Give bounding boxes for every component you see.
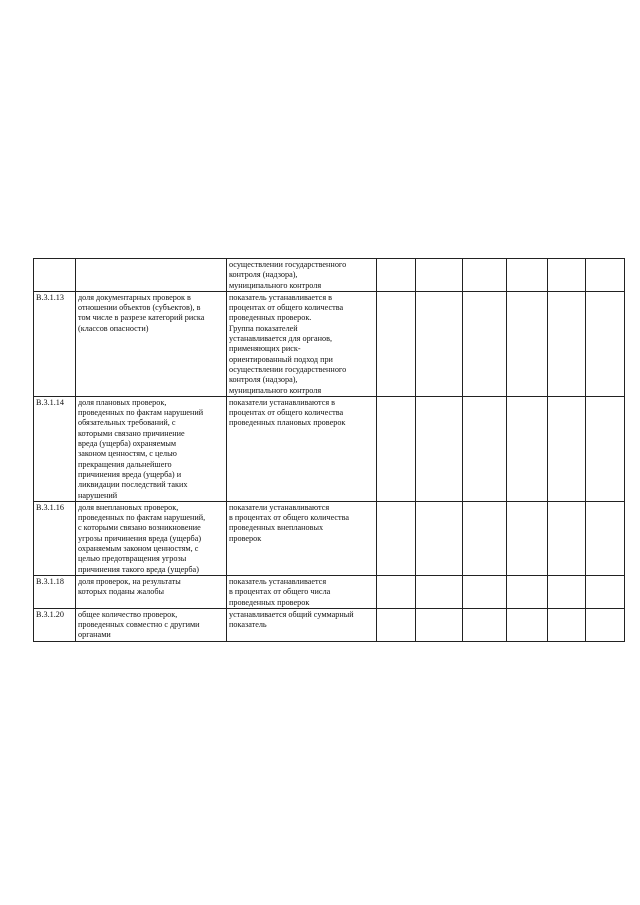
indicator-description-line: проведенных плановых проверок xyxy=(229,418,346,428)
indicator-description-line: в процентах от общего количества xyxy=(229,513,350,523)
empty-value-cell xyxy=(507,575,548,608)
row-code: В.3.1.14 xyxy=(34,396,76,501)
row-code: В.3.1.13 xyxy=(34,291,76,396)
indicator-description-line: проведенных проверок. xyxy=(229,313,312,323)
indicator-description-line: осуществлении государственного xyxy=(229,260,347,269)
indicator-name-line: доля внеплановых проверок, xyxy=(78,502,179,512)
empty-value-cell xyxy=(586,575,625,608)
indicator-description-line: осуществлении государственного xyxy=(229,364,347,374)
empty-value-cell xyxy=(416,291,463,396)
indicator-description-line: проверок xyxy=(229,533,262,543)
indicator-description-line: ориентированный подход при xyxy=(229,354,333,364)
indicator-description-line: устанавливается для органов, xyxy=(229,334,333,344)
indicator-name-line: обязательных требований, с xyxy=(78,418,176,428)
empty-value-cell xyxy=(377,575,416,608)
empty-value-cell xyxy=(463,396,507,501)
empty-value-cell xyxy=(416,501,463,575)
indicator-name-line: проведенных по фактам нарушений xyxy=(78,408,204,418)
indicator-name-line: проведенных по фактам нарушений, xyxy=(78,513,206,523)
row-indicator-name xyxy=(76,259,227,292)
indicator-name-line: том числе в разрезе категорий риска xyxy=(78,313,205,323)
indicator-description-line: применяющих риск- xyxy=(229,344,301,354)
empty-value-cell xyxy=(507,396,548,501)
indicator-description-line: показатель xyxy=(229,620,267,630)
row-indicator-description xyxy=(227,291,377,396)
empty-value-cell xyxy=(548,501,586,575)
indicator-name-line: которых поданы жалобы xyxy=(78,587,165,597)
indicator-name-line: охраняемым законом ценностям, с xyxy=(78,544,199,554)
empty-value-cell xyxy=(548,396,586,501)
empty-value-cell xyxy=(416,396,463,501)
empty-value-cell xyxy=(586,259,625,292)
empty-value-cell xyxy=(507,608,548,641)
row-indicator-description xyxy=(227,259,377,292)
empty-value-cell xyxy=(548,259,586,292)
indicator-name-line: отношении объектов (субъектов), в xyxy=(78,303,201,313)
indicator-name-line: вреда (ущерба) охраняемым xyxy=(78,439,177,449)
indicator-name-line: законом ценностям, с целью xyxy=(78,449,177,459)
empty-value-cell xyxy=(586,396,625,501)
empty-value-cell xyxy=(586,501,625,575)
indicator-name-line: причинения вреда (ущерба) и xyxy=(78,469,182,479)
indicator-description-line: в процентах от общего числа xyxy=(229,587,331,597)
empty-value-cell xyxy=(377,259,416,292)
indicator-name-line: ликвидации последствий таких xyxy=(78,480,188,490)
empty-value-cell xyxy=(416,575,463,608)
indicator-description-line: проведенных внеплановых xyxy=(229,523,324,533)
empty-value-cell xyxy=(416,259,463,292)
row-code: В.3.1.16 xyxy=(34,501,76,575)
indicator-description-line: контроля (надзора), xyxy=(229,375,298,385)
row-indicator-name xyxy=(76,291,227,396)
indicator-description-line: показатель устанавливается в xyxy=(229,292,332,302)
indicator-name-line: целью предотвращения угрозы xyxy=(78,554,187,564)
empty-value-cell xyxy=(377,501,416,575)
empty-value-cell xyxy=(548,608,586,641)
empty-value-cell xyxy=(377,291,416,396)
row-indicator-description xyxy=(227,501,377,575)
empty-value-cell xyxy=(586,291,625,396)
empty-value-cell xyxy=(507,501,548,575)
indicator-description-line: показатель устанавливается xyxy=(229,576,327,586)
indicator-name-line: угрозы причинения вреда (ущерба) xyxy=(78,533,202,543)
indicator-description-line: Группа показателей xyxy=(229,323,298,333)
empty-value-cell xyxy=(507,259,548,292)
table-row xyxy=(34,608,625,641)
row-indicator-description xyxy=(227,575,377,608)
table-body xyxy=(34,259,625,642)
indicator-description-line: показатели устанавливаются xyxy=(229,502,330,512)
indicator-description-line: показатели устанавливаются в xyxy=(229,397,336,407)
indicator-name-line: прекращения дальнейшего xyxy=(78,459,172,469)
empty-value-cell xyxy=(463,575,507,608)
row-code: В.3.1.18 xyxy=(34,575,76,608)
indicators-table xyxy=(33,258,625,642)
indicator-description-line: процентах от общего количества xyxy=(229,408,344,418)
empty-value-cell xyxy=(586,608,625,641)
empty-value-cell xyxy=(548,575,586,608)
indicator-description-line: муниципального контроля xyxy=(229,385,322,395)
empty-value-cell xyxy=(416,608,463,641)
table-row xyxy=(34,575,625,608)
indicator-name-line: доля плановых проверок, xyxy=(78,397,167,407)
empty-value-cell xyxy=(463,501,507,575)
indicator-name-line: общее количество проверок, xyxy=(78,609,178,619)
row-code xyxy=(34,259,76,292)
empty-value-cell xyxy=(463,608,507,641)
row-code: В.3.1.20 xyxy=(34,608,76,641)
empty-value-cell xyxy=(507,291,548,396)
indicator-name-line: проведенных совместно с другими xyxy=(78,620,200,630)
indicator-description-line: устанавливается общий суммарный xyxy=(229,609,354,619)
table-row xyxy=(34,291,625,396)
table-row xyxy=(34,396,625,501)
row-indicator-name xyxy=(76,501,227,575)
row-indicator-name xyxy=(76,608,227,641)
indicator-description-line: проведенных проверок xyxy=(229,597,310,607)
row-indicator-name xyxy=(76,575,227,608)
row-indicator-name xyxy=(76,396,227,501)
indicator-name-line: доля проверок, на результаты xyxy=(78,576,181,586)
indicator-name-line: (классов опасности) xyxy=(78,323,149,333)
indicator-description-line: контроля (надзора), xyxy=(229,270,298,280)
indicator-name-line: нарушений xyxy=(78,490,118,500)
table-row xyxy=(34,501,625,575)
row-indicator-description xyxy=(227,608,377,641)
empty-value-cell xyxy=(548,291,586,396)
table-row xyxy=(34,259,625,292)
indicator-description-line: муниципального контроля xyxy=(229,280,322,290)
indicator-name-line: причинения такого вреда (ущерба) xyxy=(78,564,199,574)
empty-value-cell xyxy=(463,291,507,396)
indicator-description-line: процентах от общего количества xyxy=(229,303,344,313)
empty-value-cell xyxy=(377,608,416,641)
indicator-name-line: доля документарных проверок в xyxy=(78,292,191,302)
empty-value-cell xyxy=(463,259,507,292)
indicator-name-line: которыми связано причинение xyxy=(78,428,185,438)
indicator-name-line: органами xyxy=(78,630,111,640)
row-indicator-description xyxy=(227,396,377,501)
indicator-name-line: с которыми связано возникновение xyxy=(78,523,201,533)
empty-value-cell xyxy=(377,396,416,501)
